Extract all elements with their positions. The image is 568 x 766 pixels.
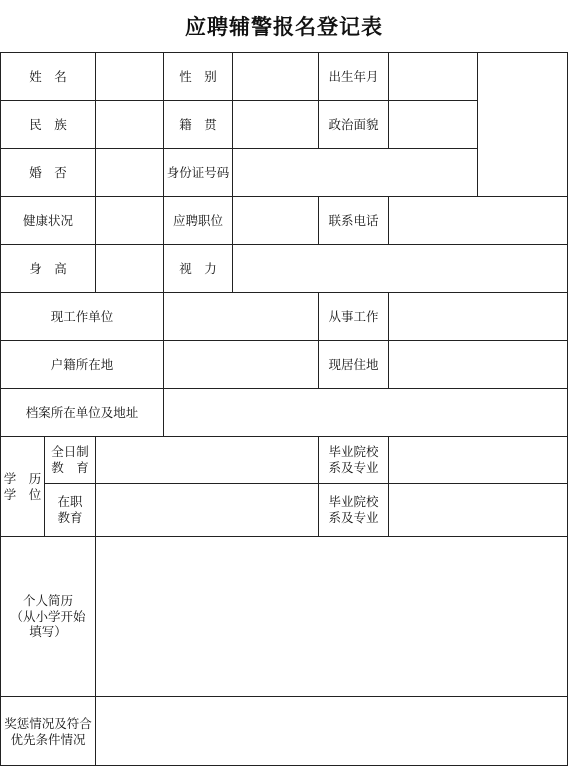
- label-birth: 出生年月: [318, 52, 388, 100]
- label-current-job: 从事工作: [318, 292, 388, 340]
- position-applied-field[interactable]: [232, 196, 318, 244]
- birth-field[interactable]: [388, 52, 477, 100]
- hukou-field[interactable]: [163, 340, 318, 388]
- label-archive: 档案所在单位及地址: [0, 388, 163, 436]
- label-health: 健康状况: [0, 196, 95, 244]
- label-marital: 婚 否: [0, 148, 95, 196]
- vision-field[interactable]: [232, 244, 568, 292]
- label-native-place: 籍 贯: [163, 100, 232, 148]
- label-political-status: 政治面貌: [318, 100, 388, 148]
- label-education: [0, 436, 44, 536]
- fulltime-education-field[interactable]: [95, 436, 318, 483]
- label-school1-line1: 毕业院校: [328, 444, 379, 460]
- label-id-number: 身份证号码: [163, 148, 232, 196]
- phone-field[interactable]: [388, 196, 568, 244]
- label-fulltime: [44, 436, 95, 483]
- label-school-major-fulltime: [318, 436, 388, 483]
- school-major-fulltime-field[interactable]: [388, 436, 568, 483]
- archive-field[interactable]: [163, 388, 568, 436]
- label-resume-line3: 填写）: [29, 624, 67, 640]
- label-gender: 性 别: [163, 52, 232, 100]
- label-parttime: [44, 483, 95, 536]
- label-vision: 视 力: [163, 244, 232, 292]
- label-name: 姓 名: [0, 52, 95, 100]
- label-position-applied: 应聘职位: [163, 196, 232, 244]
- label-current-employer: 现工作单位: [0, 292, 163, 340]
- label-awards-line1: 奖惩情况及符合: [4, 715, 92, 731]
- resume-field[interactable]: [95, 536, 568, 696]
- height-field[interactable]: [95, 244, 163, 292]
- registration-form-table: [0, 52, 568, 766]
- label-parttime-line1: 在职: [57, 494, 83, 510]
- native-place-field[interactable]: [232, 100, 318, 148]
- political-status-field[interactable]: [388, 100, 477, 148]
- form-title: 应聘辅警报名登记表: [185, 14, 383, 39]
- label-ethnicity: 民 族: [0, 100, 95, 148]
- label-resume-line2: （从小学开始: [10, 608, 86, 624]
- label-education-line2: 学 位: [3, 486, 42, 502]
- label-residence: 现居住地: [318, 340, 388, 388]
- ethnicity-field[interactable]: [95, 100, 163, 148]
- label-school1-line2: 系及专业: [328, 460, 379, 475]
- label-hukou: 户籍所在地: [0, 340, 163, 388]
- photo-box[interactable]: [477, 52, 568, 196]
- label-school-major-parttime: [318, 483, 388, 536]
- current-job-field[interactable]: [388, 292, 568, 340]
- label-fulltime-line2: 教 育: [51, 460, 89, 475]
- label-resume-line1: 个人简历: [22, 593, 73, 609]
- school-major-parttime-field[interactable]: [388, 483, 568, 536]
- marital-field[interactable]: [95, 148, 163, 196]
- residence-field[interactable]: [388, 340, 568, 388]
- label-awards-line2: 优先条件情况: [10, 731, 86, 747]
- label-phone: 联系电话: [318, 196, 388, 244]
- current-employer-field[interactable]: [163, 292, 318, 340]
- label-school2-line2: 系及专业: [328, 510, 379, 525]
- id-number-field[interactable]: [232, 148, 477, 196]
- label-school2-line1: 毕业院校: [328, 494, 379, 510]
- label-resume: [0, 536, 95, 696]
- name-field[interactable]: [95, 52, 163, 100]
- gender-field[interactable]: [232, 52, 318, 100]
- label-parttime-line2: 教育: [57, 510, 83, 525]
- label-height: 身 高: [0, 244, 95, 292]
- parttime-education-field[interactable]: [95, 483, 318, 536]
- awards-field[interactable]: [95, 696, 568, 766]
- health-field[interactable]: [95, 196, 163, 244]
- label-education-line1: 学 历: [3, 470, 42, 486]
- label-fulltime-line1: 全日制: [51, 444, 89, 460]
- label-awards: [0, 696, 95, 766]
